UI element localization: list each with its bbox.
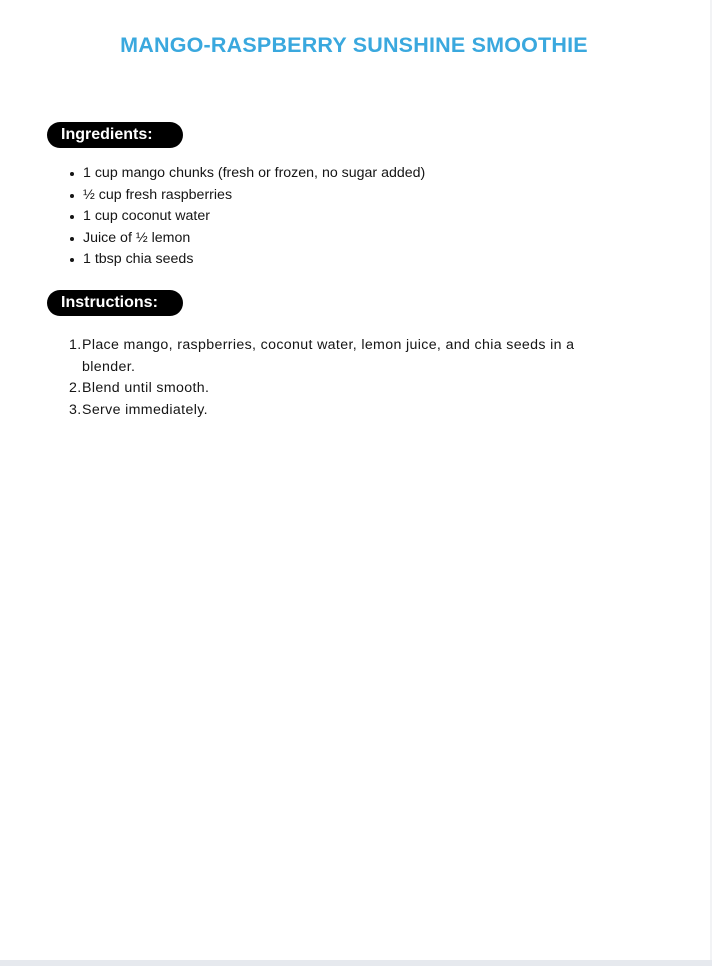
ingredient-item: Juice of ½ lemon <box>83 228 425 250</box>
recipe-title: MANGO-RASPBERRY SUNSHINE SMOOTHIE <box>120 33 588 57</box>
instructions-heading: Instructions: <box>47 290 183 316</box>
instruction-step <box>69 400 622 422</box>
viewer-bottom-strip <box>0 960 712 966</box>
step-text: Place mango, raspberries, coconut water, lemon juice, and chia seeds in a blender. <box>82 337 575 375</box>
ingredient-item: 1 cup coconut water <box>83 206 425 228</box>
ingredient-item: 1 tbsp chia seeds <box>83 249 425 271</box>
ingredient-item: ½ cup fresh raspberries <box>83 185 425 207</box>
instructions-list <box>69 335 622 422</box>
step-number: 2. <box>69 380 82 397</box>
step-text: Serve immediately. <box>82 402 208 419</box>
ingredients-list <box>83 163 425 271</box>
instruction-step <box>69 335 622 378</box>
ingredients-heading: Ingredients: <box>47 122 183 148</box>
step-text: Blend until smooth. <box>82 380 210 397</box>
step-number: 3. <box>69 402 82 419</box>
instruction-step <box>69 378 622 400</box>
step-number: 1. <box>69 337 82 353</box>
ingredient-item: 1 cup mango chunks (fresh or frozen, no sugar added) <box>83 163 425 185</box>
